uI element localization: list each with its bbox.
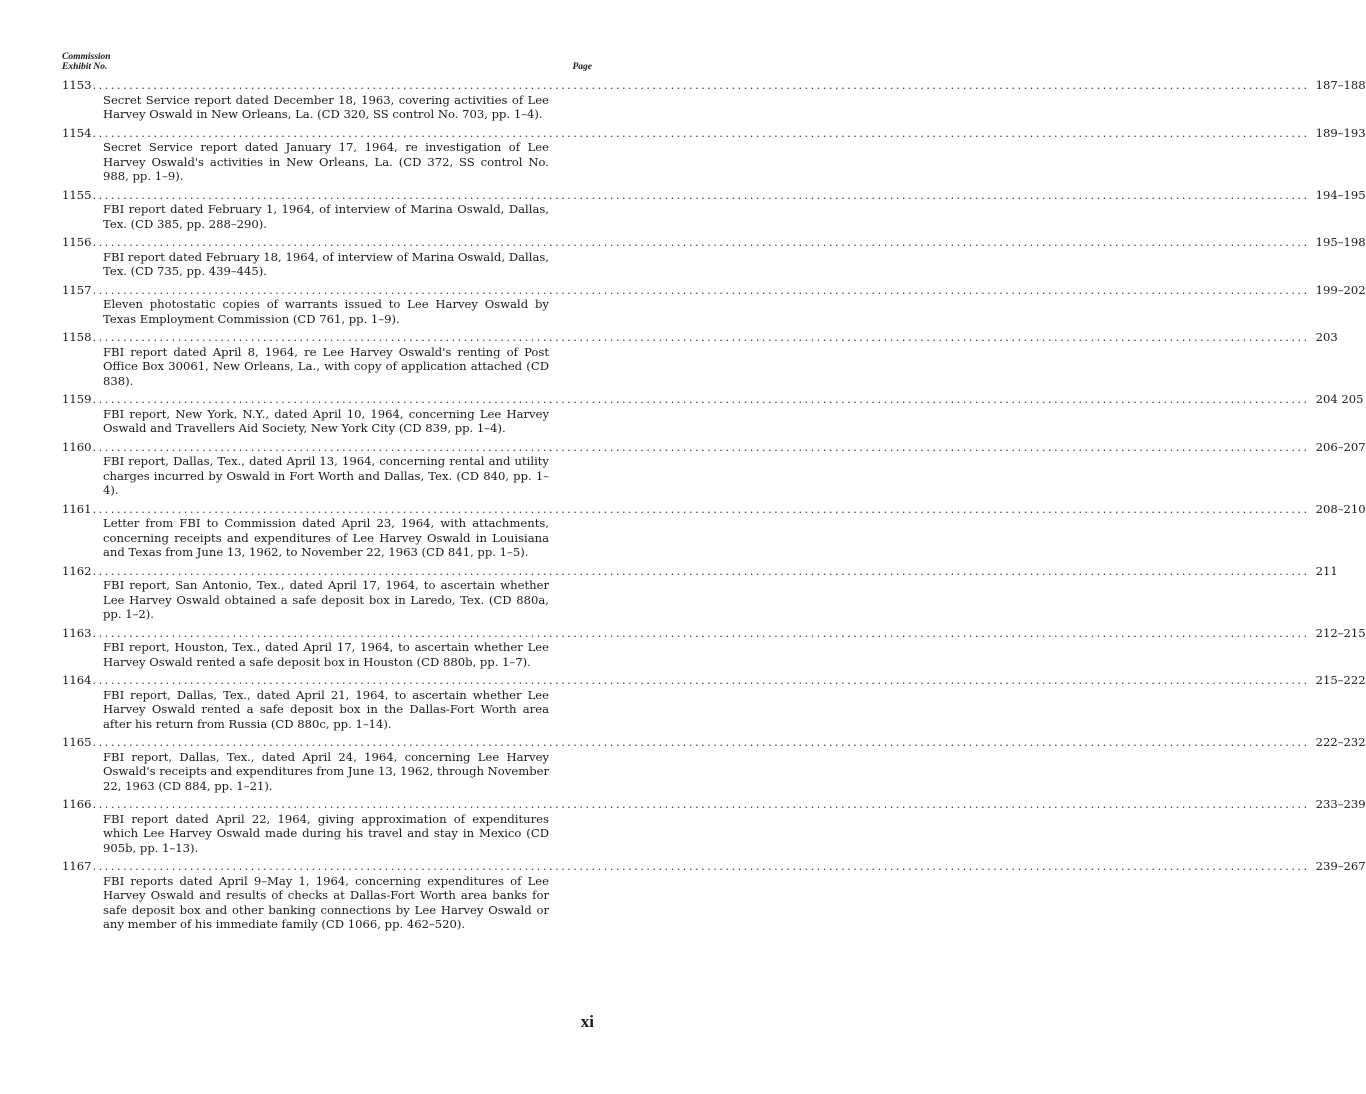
exhibit-description: Eleven photostatic copies of warrants issued to Lee Harvey Oswald by Texas Employment Commission (CD 761, pp. 1–9). [103,297,549,326]
exhibit-description: Letter from FBI to Commission dated April 23, 1964, with attachments, concerning receipts and expenditures of Lee Harvey Oswald in Louisiana and Texas from June 13, 1962, to November 22, 1963 (CD 841, pp. 1–5). [103,516,549,559]
dot-leader: ........................................................................................................................................................................................................ [92,673,1310,687]
entry-line [62,235,1366,250]
entry-line [62,563,1338,579]
exhibit-number: 1154 [62,125,92,140]
entry-line [62,735,1366,750]
entry-list [62,78,1366,932]
exhibit-entry [62,235,1366,279]
exhibit-entry [62,282,1366,327]
exhibit-entry [62,330,1338,388]
exhibit-number: 1165 [62,735,92,749]
entry-line [62,501,1366,517]
exhibit-description: FBI report, Houston, Tex., dated April 17, 1964, to ascertain whether Lee Harvey Oswald rented a safe deposit box in Houston (CD 880b, pp. 1–7). [103,640,549,669]
header-commission: Commission [62,52,111,62]
dot-leader: ........................................................................................................................................................................................................ [92,282,1310,297]
page-range: 203 [1315,330,1338,344]
dot-leader: ........................................................................................................................................................................................................ [92,125,1310,140]
header-page: Page [572,62,592,72]
page-range: 239–267 [1315,859,1366,873]
exhibit-description: FBI report, New York, N.Y., dated April 10, 1964, concerning Lee Harvey Oswald and Travellers Aid Society, New York City (CD 839, pp. 1–4). [103,406,549,435]
page-range: 222–232 [1315,735,1366,749]
page-range: 208–210 [1315,501,1366,516]
entry-line [62,797,1366,812]
dot-leader: ........................................................................................................................................................................................................ [92,735,1310,749]
exhibit-number: 1162 [62,563,92,578]
entry-line [62,78,1366,93]
exhibit-description: FBI report, Dallas, Tex., dated April 13, 1964, concerning rental and utility charges incurred by Oswald in Fort Worth and Dallas, Tex. (CD 840, pp. 1–4). [103,454,549,497]
entry-line [62,125,1366,141]
exhibit-description: FBI report, Dallas, Tex., dated April 24, 1964, concerning Lee Harvey Oswald's receipts and expenditures from June 13, 1962, through November 22, 1963 (CD 884, pp. 1–21). [103,749,550,793]
dot-leader: ........................................................................................................................................................................................................ [92,78,1310,92]
dot-leader: ........................................................................................................................................................................................................ [92,392,1310,406]
exhibit-description: FBI report dated April 22, 1964, giving approximation of expenditures which Lee Harvey Oswald made during his travel and stay in Mexico (CD 905b, pp. 1–13). [103,811,549,855]
page-range: 211 [1315,563,1338,578]
entry-line [62,625,1366,641]
exhibit-entry [62,673,1366,731]
dot-leader: ........................................................................................................................................................................................................ [92,859,1310,873]
exhibit-number: 1163 [62,625,92,640]
entry-line [62,330,1338,345]
exhibit-number: 1164 [62,673,92,687]
exhibit-entry [62,859,1366,932]
exhibit-description: Secret Service report dated December 18, 1963, covering activities of Lee Harvey Oswald in New Orleans, La. (CD 320, SS control No. 703, pp. 1–4). [103,92,549,121]
page-range: 233–239 [1315,797,1366,811]
entry-line [62,392,1364,407]
dot-leader: ........................................................................................................................................................................................................ [92,625,1310,640]
entry-line [62,673,1366,688]
page-range: 204 205 [1315,392,1364,406]
exhibit-entry [62,797,1366,855]
exhibit-number: 1161 [62,501,92,516]
exhibit-number: 1158 [62,330,92,344]
header-exhibit-no: Exhibit No. [62,62,108,72]
exhibit-entry [62,625,1366,670]
exhibit-description: FBI report, San Antonio, Tex., dated April 17, 1964, to ascertain whether Lee Harvey Oswald obtained a safe deposit box in Laredo, Tex. (CD 880a, pp. 1–2). [103,578,549,621]
dot-leader: ........................................................................................................................................................................................................ [92,439,1310,454]
exhibit-index-page [62,52,1366,936]
exhibit-entry [62,439,1366,498]
entry-line [62,282,1366,298]
dot-leader: ........................................................................................................................................................................................................ [92,235,1310,249]
exhibit-description: FBI report, Dallas, Tex., dated April 21, 1964, to ascertain whether Lee Harvey Oswald rented a safe deposit box in the Dallas-Fort Worth area after his return from Russia (CD 880c, pp. 1–14). [103,687,549,731]
exhibit-description: FBI report dated February 18, 1964, of interview of Marina Oswald, Dallas, Tex. (CD 735, pp. 439–445). [103,249,549,278]
exhibit-entry [62,563,1338,622]
entry-line [62,859,1366,874]
exhibit-entry [62,735,1366,793]
exhibit-number: 1166 [62,797,92,811]
page-range: 189–193 [1315,125,1366,140]
page-range: 206–207 [1315,439,1366,454]
dot-leader: ........................................................................................................................................................................................................ [92,187,1310,202]
exhibit-number: 1157 [62,282,92,297]
exhibit-entry [62,125,1366,184]
dot-leader: ........................................................................................................................................................................................................ [92,797,1310,811]
exhibit-number: 1155 [62,187,92,202]
exhibit-number: 1153 [62,78,92,92]
exhibit-entry [62,392,1364,436]
exhibit-entry [62,501,1366,560]
page-range: 195–198 [1315,235,1366,249]
page-range: 194–195 [1315,187,1366,202]
exhibit-entry [62,187,1366,232]
exhibit-entry [62,78,1366,122]
exhibit-description: Secret Service report dated January 17, 1964, re investigation of Lee Harvey Oswald's activities in New Orleans, La. (CD 372, SS control No. 988, pp. 1–9). [103,140,549,183]
page-range: 215–222 [1315,673,1366,687]
dot-leader: ........................................................................................................................................................................................................ [92,330,1310,344]
page-number: xi [580,1012,594,1031]
dot-leader: ........................................................................................................................................................................................................ [92,563,1310,578]
exhibit-column-label [62,52,111,72]
page-range: 199–202 [1315,282,1366,297]
exhibit-number: 1159 [62,392,92,406]
page-range: 187–188 [1315,78,1366,92]
entry-line [62,439,1366,455]
entry-line [62,187,1366,203]
exhibit-description: FBI report dated April 8, 1964, re Lee Harvey Oswald's renting of Post Office Box 30061, New Orleans, La., with copy of application attached (CD 838). [103,344,549,388]
page-range: 212–215 [1315,625,1366,640]
exhibit-number: 1156 [62,235,92,249]
column-header [62,52,592,78]
dot-leader: ........................................................................................................................................................................................................ [92,501,1310,516]
exhibit-description: FBI reports dated April 9–May 1, 1964, concerning expenditures of Lee Harvey Oswald and results of checks at Dallas-Fort Worth area banks for safe deposit box and other banking connections by Lee Harvey Oswald or any member of his immediate family (CD 1066, pp. 462–520). [103,873,549,931]
exhibit-description: FBI report dated February 1, 1964, of interview of Marina Oswald, Dallas, Tex. (CD 385, pp. 288–290). [103,202,549,231]
exhibit-number: 1167 [62,859,92,873]
exhibit-number: 1160 [62,439,92,454]
